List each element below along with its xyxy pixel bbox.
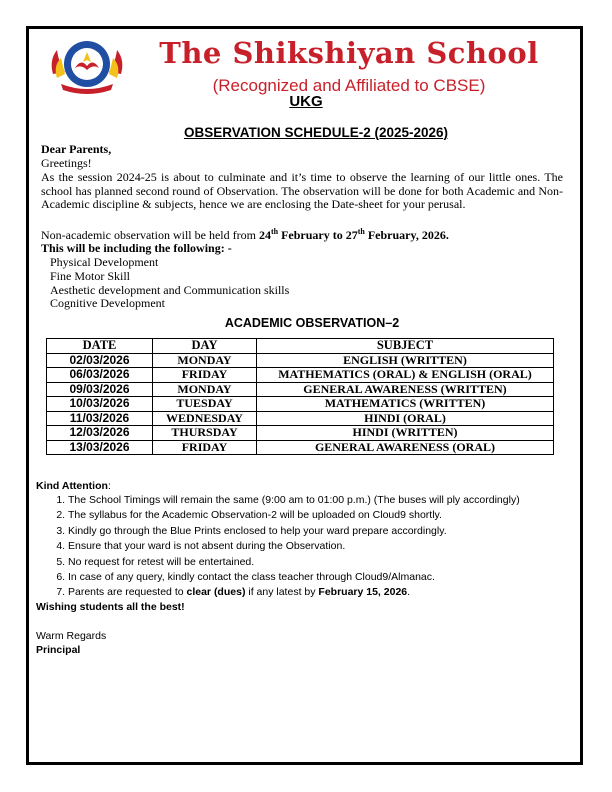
cell-date: 06/03/2026 [47,368,153,383]
schedule-table [46,338,554,455]
table-row [47,411,554,426]
cell-date: 02/03/2026 [47,353,153,368]
cell-day: THURSDAY [153,426,257,441]
list-item: Cognitive Development [50,296,165,311]
wishing-line: Wishing students all the best! [36,601,185,613]
cell-subject: ENGLISH (WRITTEN) [257,353,554,368]
school-name: The Shikshiyan School [159,36,539,70]
salutation: Dear Parents, [41,142,112,156]
cell-date: 11/03/2026 [47,411,153,426]
school-affiliation: (Recognized and Affiliated to CBSE) [212,76,486,95]
cell-date: 13/03/2026 [47,440,153,455]
note-item: 4. Ensure that your ward is not absent during the Observation. [68,539,598,554]
table-row [47,440,554,455]
class-label: UKG [289,93,323,110]
nonacademic-dates: Non-academic observation will be held from 24th February to 27th February, 2026. [41,227,449,242]
academic-title: ACADEMIC OBSERVATION–2 [224,316,400,330]
note-item: 1. The School Timings will remain the same (9:00 am to 01:00 p.m.) (The buses will ply accordingly) [68,493,598,508]
list-item: Physical Development [50,255,159,269]
cell-subject: MATHEMATICS (ORAL) & ENGLISH (ORAL) [257,368,554,383]
cell-day: MONDAY [153,353,257,368]
cell-date: 10/03/2026 [47,397,153,412]
nonacademic-list [50,256,289,311]
including-label: This will be including the following: - [41,241,232,255]
table-header-row [47,339,554,354]
cell-day: FRIDAY [153,368,257,383]
note-item: 6. In case of any query, kindly contact the class teacher through Cloud9/Almanac. [68,570,598,585]
note-item: 2. The syllabus for the Academic Observation-2 will be uploaded on Cloud9 shortly. [68,508,598,523]
greeting: Greetings! [41,156,92,170]
cell-subject: HINDI (ORAL) [257,411,554,426]
table-row [47,382,554,397]
note-item-dues: 7. Parents are requested to clear (dues) if any latest by February 15, 2026. [68,585,598,600]
table-row [47,397,554,412]
table-row [47,426,554,441]
cell-subject: HINDI (WRITTEN) [257,426,554,441]
attention-notes [36,493,598,601]
cell-day: FRIDAY [153,440,257,455]
note-item: 3. Kindly go through the Blue Prints enclosed to help your ward prepare accordingly. [68,524,598,539]
schedule-title: OBSERVATION SCHEDULE-2 (2025-2026) [183,125,449,140]
cell-subject: GENERAL AWARENESS (ORAL) [257,440,554,455]
table-row [47,353,554,368]
cell-day: MONDAY [153,382,257,397]
list-item: Aesthetic development and Communication skills [50,282,290,297]
warm-regards: Warm Regards [36,630,107,642]
cell-subject: GENERAL AWARENESS (WRITTEN) [257,382,554,397]
header-day: DAY [153,339,257,354]
cell-subject: MATHEMATICS (WRITTEN) [257,397,554,412]
cell-day: WEDNESDAY [153,411,257,426]
header-date: DATE [47,339,153,354]
intro-paragraph: As the session 2024-25 is about to culminate and it’s time to observe the learning of our little ones. The school has planned second round of Observation. The observation will be done for both Academic and Non-Academic discipline & subjects, hence we are enclosing the Date-sheet for your perusal. [41,170,563,212]
list-item: Fine Motor Skill [50,268,131,283]
signatory: Principal [36,644,81,656]
note-item: 5. No request for retest will be entertained. [68,555,598,570]
school-logo [47,34,127,96]
header-subject: SUBJECT [257,339,554,354]
table-row [47,368,554,383]
cell-date: 12/03/2026 [47,426,153,441]
cell-date: 09/03/2026 [47,382,153,397]
kind-attention-label: Kind Attention: [36,480,111,492]
cell-day: TUESDAY [153,397,257,412]
